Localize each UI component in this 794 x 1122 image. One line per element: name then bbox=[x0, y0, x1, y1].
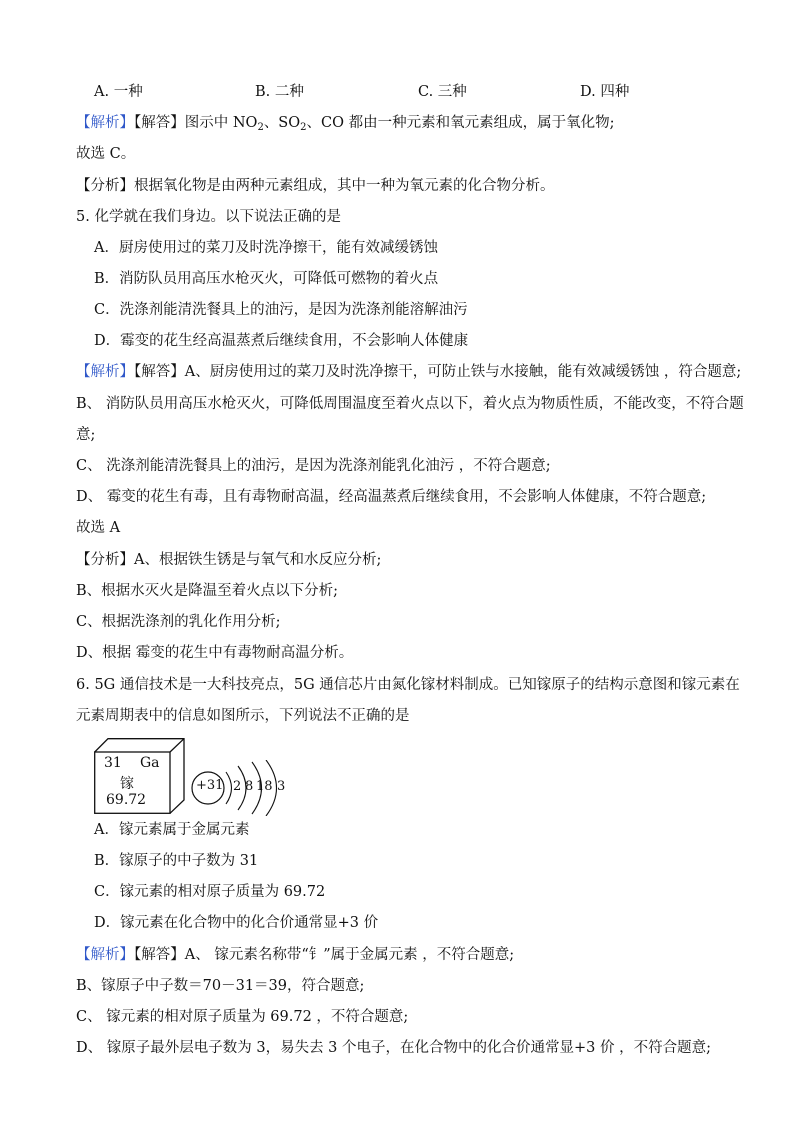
q4-option-c bbox=[418, 82, 467, 102]
atomic-number: 31 bbox=[104, 755, 122, 771]
q5-analysis-d: D、根据 霉变的花生中有毒物耐高温分析。 bbox=[76, 645, 354, 661]
option-text: 一种 bbox=[113, 84, 143, 100]
answer-tag: 【解答】 bbox=[134, 115, 185, 131]
q5-answer-b: B、 消防队员用高压水枪灭火，可降低周围温度至着火点以下，着火点为物质性质，不能改变，不符合题 bbox=[76, 396, 744, 412]
q6-answer-b: B、镓原子中子数＝70－31＝39，符合题意; bbox=[76, 978, 365, 994]
q5-analysis-b: B、根据水灭火是降温至着火点以下分析; bbox=[76, 583, 339, 599]
shell-arc-1 bbox=[226, 772, 232, 804]
element-symbol: Ga bbox=[140, 755, 160, 771]
subscript: 2 bbox=[257, 122, 264, 133]
q6-stem: 6. 5G 通信技术是一大科技亮点，5G 通信芯片由氮化镓材料制成。已知镓原子的结构示意图和镓元素在 bbox=[76, 677, 740, 693]
q6-option-d: D．镓元素在化合物中的化合价通常显+3 价 bbox=[94, 915, 379, 931]
q4-analysis: 【分析】根据氧化物是由两种元素组成，其中一种为氧元素的化合物分析。 bbox=[76, 178, 555, 194]
q6-stem-cont: 元素周期表中的信息如图所示，下列说法不正确的是 bbox=[76, 708, 410, 724]
shell-electrons-4: 3 bbox=[277, 779, 286, 794]
atomic-mass: 69.72 bbox=[106, 792, 147, 808]
q4-option-b bbox=[255, 82, 304, 102]
answer-text: A、厨房使用过的菜刀及时洗净擦干，可防止铁与水接触，能有效减缓锈蚀 ，符合题意; bbox=[184, 364, 742, 380]
q4-option-a bbox=[94, 82, 143, 102]
q5-analysis-a: 【分析】A、根据铁生锈是与氧气和水反应分析; bbox=[76, 552, 382, 568]
nucleus-charge: +31 bbox=[196, 778, 224, 793]
q6-answer-c: C、 镓元素的相对原子质量为 69.72 ，不符合题意; bbox=[76, 1009, 409, 1025]
analysis-tag: 【解析】 bbox=[76, 947, 134, 963]
answer-tag: 【解答】 bbox=[134, 364, 185, 380]
answer-text: A、 镓元素名称带“钅”属于金属元素 ，不符合题意; bbox=[184, 947, 515, 963]
q5-choice: 故选 A bbox=[76, 520, 121, 536]
option-label: C. bbox=[418, 84, 434, 100]
option-text: 二种 bbox=[274, 84, 304, 100]
q5-option-c: C．洗涤剂能清洗餐具上的油污，是因为洗涤剂能溶解油污 bbox=[94, 302, 468, 318]
q5-answer-b-cont: 意; bbox=[76, 427, 96, 443]
analysis-tag: 【解析】 bbox=[76, 115, 134, 131]
q6-option-b: B．镓原子的中子数为 31 bbox=[94, 853, 259, 869]
subscript: 2 bbox=[300, 122, 307, 133]
element-cell bbox=[94, 752, 170, 814]
q4-option-d bbox=[580, 82, 629, 102]
answer-tag: 【解答】 bbox=[134, 947, 185, 963]
q6-option-c: C．镓元素的相对原子质量为 69.72 bbox=[94, 884, 326, 900]
q5-answer-d: D、 霉变的花生有毒，且有毒物耐高温，经高温蒸煮后继续食用，不会影响人体健康，不符合题意; bbox=[76, 489, 707, 505]
answer-text: 、SO bbox=[263, 115, 301, 131]
q6-option-a: A．镓元素属于金属元素 bbox=[94, 822, 250, 838]
q5-stem: 5. 化学就在我们身边。以下说法正确的是 bbox=[76, 209, 341, 225]
q6-answer-d: D、 镓原子最外层电子数为 3，易失去 3 个电子，在化合物中的化合价通常显+3 价 ，不符合题意; bbox=[76, 1040, 711, 1056]
answer-text: 、CO 都由一种元素和氧元素组成，属于氧化物; bbox=[306, 115, 615, 131]
q5-option-d: D．霉变的花生经高温蒸煮后继续食用，不会影响人体健康 bbox=[94, 333, 469, 349]
q5-answer-c: C、 洗涤剂能清洗餐具上的油污，是因为洗涤剂能乳化油污 ，不符合题意; bbox=[76, 458, 551, 474]
analysis-tag: 【解析】 bbox=[76, 364, 134, 380]
q6-answer-a bbox=[76, 945, 514, 965]
option-text: 三种 bbox=[437, 84, 467, 100]
q4-answer bbox=[76, 113, 615, 133]
shell-electrons-3: 18 bbox=[256, 779, 273, 794]
q4-choice: 故选 C。 bbox=[76, 146, 136, 162]
answer-text: 图示中 NO bbox=[184, 115, 258, 131]
q5-answer-a bbox=[76, 362, 741, 382]
q5-option-a: A．厨房使用过的菜刀及时洗净擦干，能有效减缓锈蚀 bbox=[94, 240, 438, 256]
option-label: D. bbox=[580, 84, 596, 100]
option-label: A. bbox=[94, 84, 110, 100]
shell-electrons-1: 2 bbox=[233, 779, 242, 794]
option-text: 四种 bbox=[600, 84, 630, 100]
shell-electrons-2: 8 bbox=[245, 779, 254, 794]
element-name: 镓 bbox=[120, 776, 134, 792]
q5-option-b: B．消防队员用高压水枪灭火，可降低可燃物的着火点 bbox=[94, 271, 439, 287]
q5-analysis-c: C、根据洗涤剂的乳化作用分析; bbox=[76, 614, 281, 630]
option-label: B. bbox=[255, 84, 271, 100]
